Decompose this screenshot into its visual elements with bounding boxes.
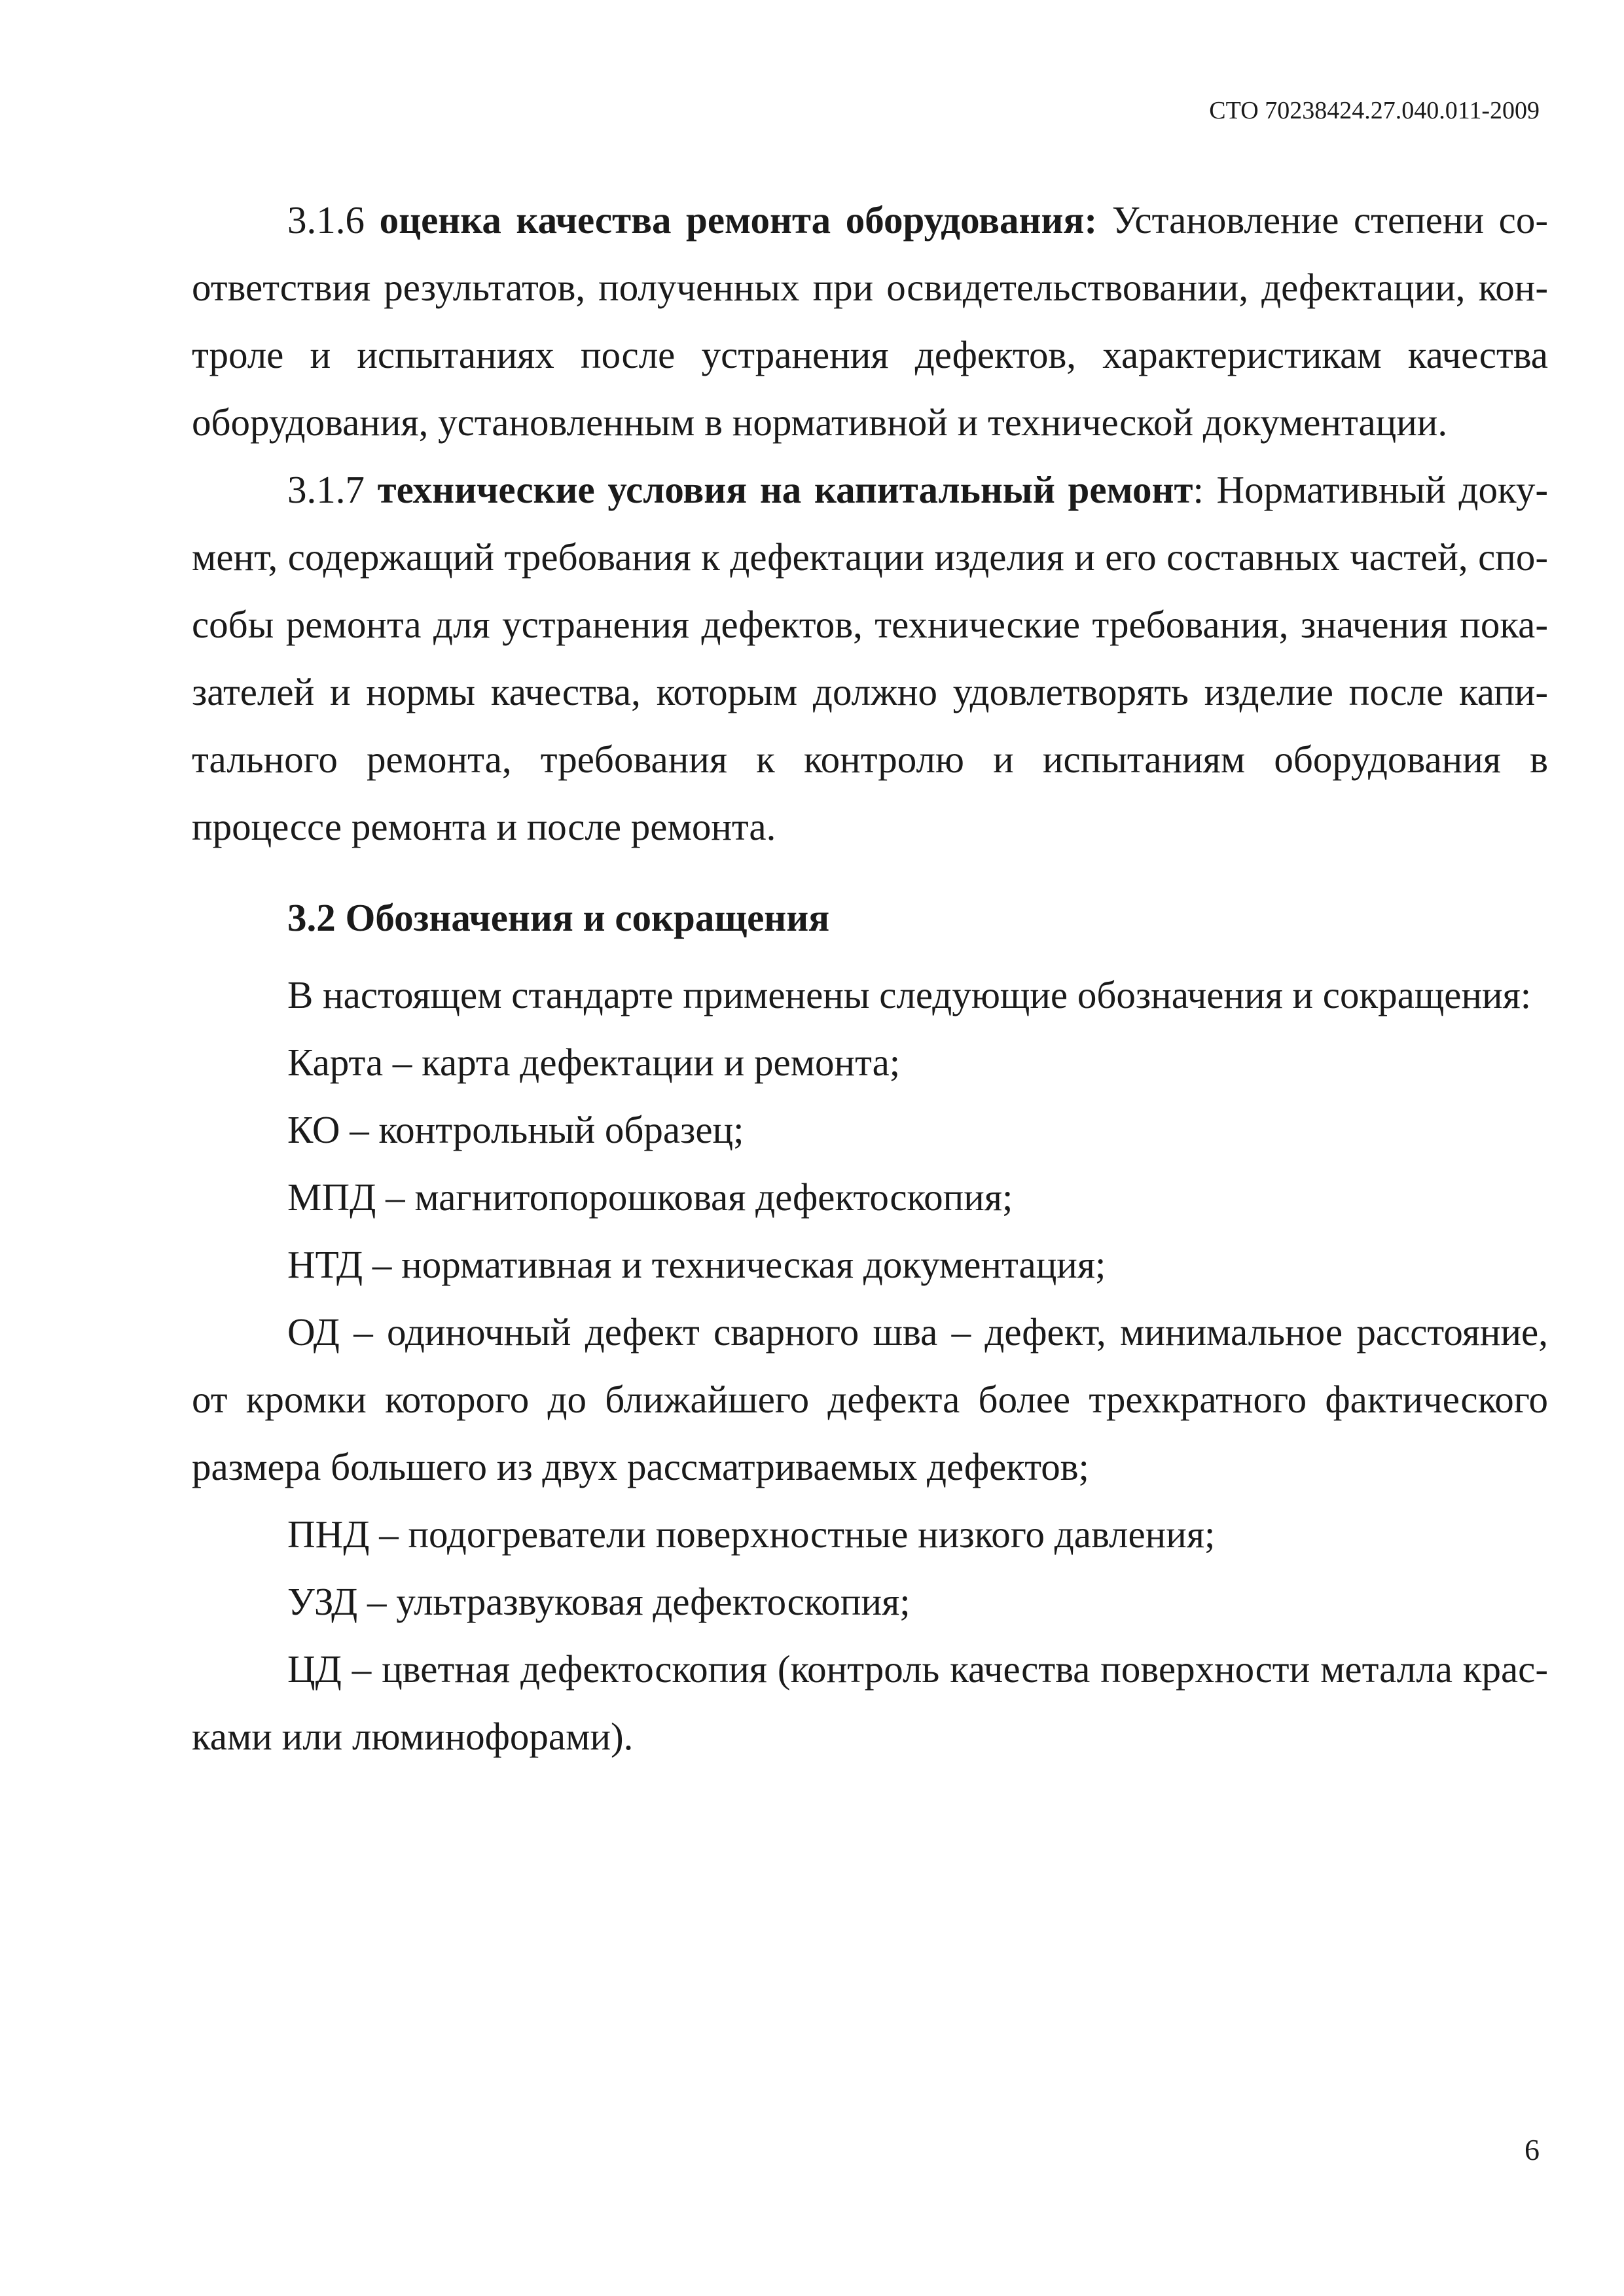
abbreviation-item: ПНД – подогреватели поверхностные низкого давления;: [287, 1513, 1216, 1556]
section-heading: 3.2 Обозначения и сокращения: [287, 896, 830, 939]
abbreviation-list: [192, 1029, 1548, 1770]
term-definition-3-1-6: [192, 187, 1548, 456]
abbreviation-item: МПД – магнитопорошковая дефектоскопия;: [287, 1175, 1013, 1219]
section-intro: В настоящем стандарте применены следующие обозначения и сокращения:: [287, 973, 1532, 1016]
term-definition-3-1-7: [192, 456, 1548, 861]
abbreviation-item: КО – контрольный образец;: [287, 1108, 744, 1151]
abbreviation-item: УЗД – ультразвуковая дефектоскопия;: [287, 1580, 911, 1623]
term-number: 3.1.6: [287, 198, 365, 242]
page-content: [192, 187, 1548, 1770]
document-code: СТО 70238424.27.040.011-2009: [1209, 97, 1540, 124]
abbreviation-item: ЦД – цветная дефектоскопия (контроль качества поверхности металла красками или люминофорами).: [192, 1647, 1548, 1758]
term-number: 3.1.7: [287, 468, 365, 511]
page-number: 6: [1525, 2133, 1540, 2166]
abbreviation-item: ОД – одиночный дефект сварного шва – дефект, минимальное расстояние, от кромки которого до ближайшего дефекта более трехкратного фактического размера большего из двух рассматриваемых дефектов;: [192, 1310, 1548, 1488]
term-title: оценка качества ремонта оборудования:: [379, 198, 1098, 242]
abbreviation-item: Карта – карта дефектации и ремонта;: [287, 1041, 901, 1084]
term-definition: : Нормативный документ, содержащий требования к дефектации изделия и его составных частей, способы ремонта для устранения дефектов, технические требования, значения показателей и нормы качества, которым должно удовлетворять изделие после капитального ремонта, требования к контролю и испытаниям оборудования в процессе ремонта и после ремонта.: [192, 468, 1548, 848]
abbreviation-item: НТД – нормативная и техническая документация;: [287, 1243, 1106, 1286]
term-definition: Установление степени соответствия результатов, полученных при освидетельствовании, дефектации, контроле и испытаниях после устранения дефектов, характеристикам качества оборудования, установленным в нормативной и технической документации.: [192, 198, 1549, 444]
term-title: технические условия на капитальный ремонт: [377, 468, 1193, 511]
